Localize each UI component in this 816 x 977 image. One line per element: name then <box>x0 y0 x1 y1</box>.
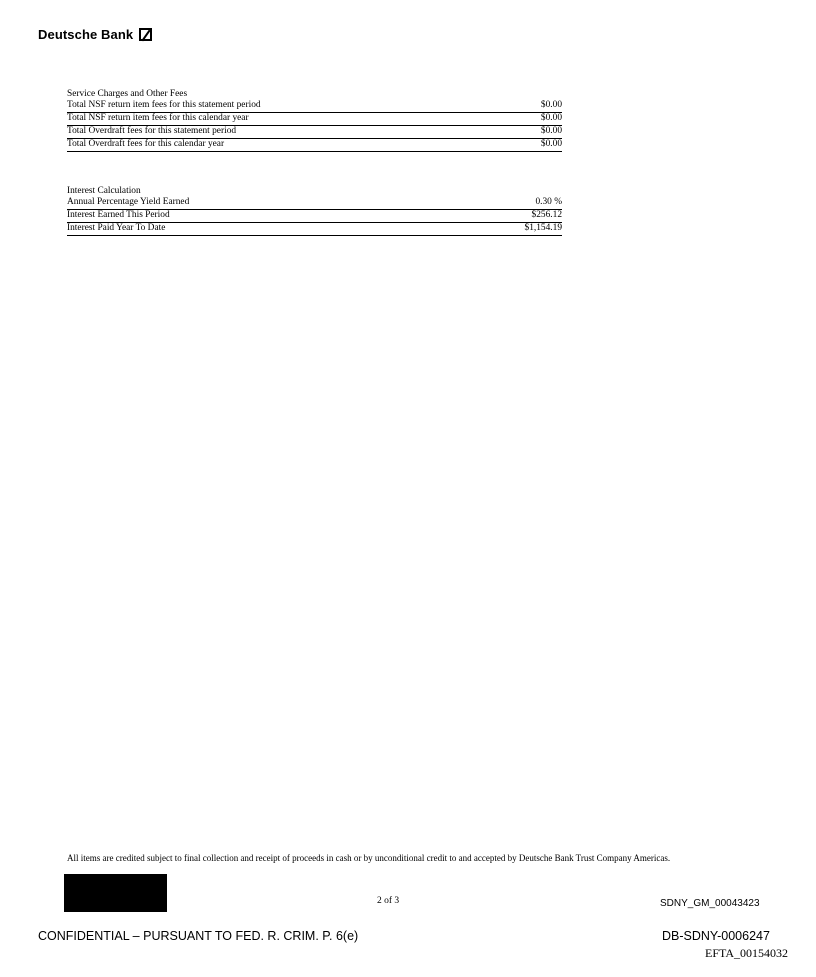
redaction-box <box>64 874 167 912</box>
row-label: Total NSF return item fees for this calendar year <box>67 113 249 123</box>
row-label: Annual Percentage Yield Earned <box>67 197 190 207</box>
brand-name: Deutsche Bank <box>38 27 134 42</box>
table-row <box>67 197 562 210</box>
table-row <box>67 100 562 113</box>
row-label: Total Overdraft fees for this statement period <box>67 126 237 136</box>
row-value: $256.12 <box>531 210 562 220</box>
table-row <box>67 223 562 236</box>
row-value: $0.00 <box>540 113 562 123</box>
service-charges-title: Service Charges and Other Fees <box>67 89 188 99</box>
table-row <box>67 126 562 139</box>
table-row <box>67 113 562 126</box>
row-value: $0.00 <box>540 100 562 110</box>
table-row <box>67 139 562 152</box>
row-value: $0.00 <box>540 139 562 149</box>
interest-calculation-title: Interest Calculation <box>67 186 141 196</box>
disclaimer-text: All items are credited subject to final collection and receipt of proceeds in cash or by unconditional credit to and accepted by Deutsche Bank Trust Company Americas. <box>67 853 671 863</box>
page-number: 2 of 3 <box>377 896 400 906</box>
row-label: Interest Earned This Period <box>67 210 170 220</box>
bates-number-db: DB-SDNY-0006247 <box>662 929 770 943</box>
row-value: 0.30 % <box>535 197 562 207</box>
row-label: Total Overdraft fees for this calendar year <box>67 139 225 149</box>
bates-number-sdny-gm: SDNY_GM_00043423 <box>660 898 760 909</box>
row-value: $0.00 <box>540 126 562 136</box>
efta-number: EFTA_00154032 <box>705 946 789 960</box>
interest-calculation-table <box>67 185 562 236</box>
service-charges-table <box>67 88 562 152</box>
row-value: $1,154.19 <box>524 223 562 233</box>
confidential-notice: CONFIDENTIAL – PURSUANT TO FED. R. CRIM. P. 6(e) <box>38 929 359 943</box>
deutsche-bank-slash-icon <box>139 28 152 41</box>
bank-logo <box>38 27 152 42</box>
row-label: Interest Paid Year To Date <box>67 223 166 233</box>
row-label: Total NSF return item fees for this statement period <box>67 100 261 110</box>
table-row <box>67 210 562 223</box>
